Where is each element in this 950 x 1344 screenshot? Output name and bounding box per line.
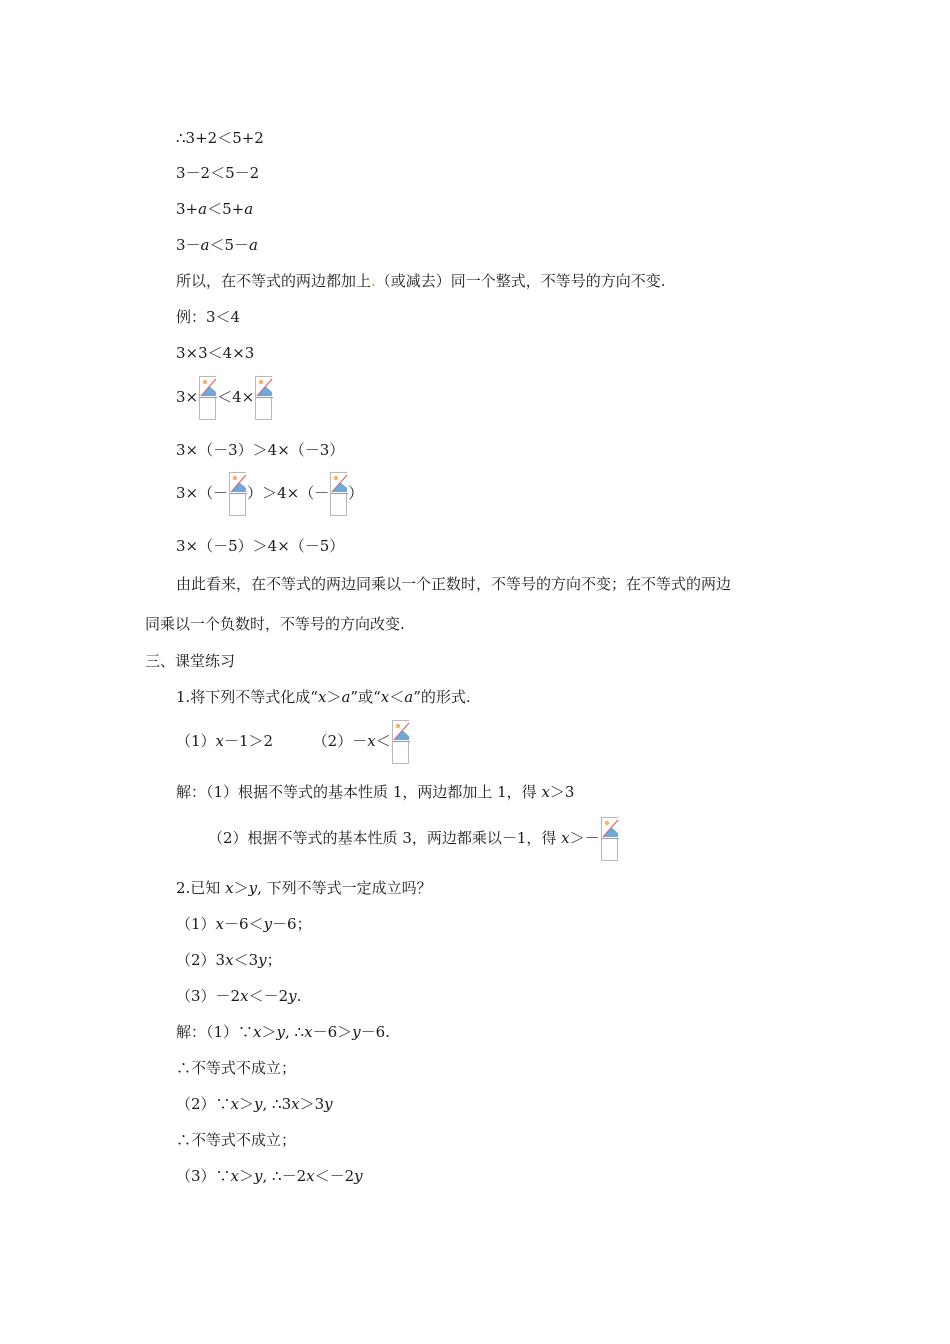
solution-1-part-2: （2）根据不等式的基本性质 3，两边都乘以－1，得 x＞－	[208, 817, 619, 863]
line-times-3: 3×3＜4×3	[176, 344, 255, 362]
fraction-image-placeholder	[229, 472, 246, 516]
answer-2-part-3: （3）∵x＞y, ∴－2x＜－2y	[176, 1167, 363, 1185]
solution-1-part-1: 解：（1）根据不等式的基本性质 1，两边都加上 1，得 x＞3	[176, 783, 575, 801]
answer-2-part-2: （2）∵x＞y, ∴3x＞3y	[176, 1095, 333, 1113]
line-diff: 3－2＜5－2	[176, 164, 260, 182]
line-times-neg-fraction: 3×（－ ）＞4×（－ ）	[176, 472, 363, 518]
fraction-image-placeholder	[601, 817, 618, 861]
line-add-a: 3+a＜5+a	[176, 200, 254, 218]
conclusion-add: 所以，在不等式的两边都加上.（或减去）同一个整式，不等号的方向不变.	[176, 272, 666, 290]
fraction-image-placeholder	[392, 720, 409, 764]
fraction-image-placeholder	[330, 472, 347, 516]
section-heading-practice: 三、课堂练习	[145, 652, 236, 670]
line-times-neg3: 3×（－3）＞4×（－3）	[176, 441, 345, 459]
line-times-neg5: 3×（－5）＞4×（－5）	[176, 537, 345, 555]
question-2-item-1: （1）x－6＜y－6；	[176, 915, 312, 933]
question-2: 2.已知 x＞y, 下列不等式一定成立吗？	[176, 879, 432, 897]
paragraph-conclusion-1: 由此看来，在不等式的两边同乘以一个正数时，不等号的方向不变；在不等式的两边	[176, 575, 732, 593]
fraction-image-placeholder	[255, 376, 272, 420]
line-times-fraction: 3× ＜4×	[176, 376, 273, 422]
answer-2-part-2-conclusion: ∴不等式不成立；	[176, 1131, 297, 1149]
paragraph-conclusion-2: 同乘以一个负数时，不等号的方向改变.	[145, 615, 405, 633]
question-2-item-2: （2）3x＜3y；	[176, 951, 282, 969]
question-1-parts: （1）x－1＞2 （2）－x＜	[176, 720, 410, 766]
line-sum: ∴3+2＜5+2	[176, 129, 264, 147]
answer-2-part-1: 解：（1）∵x＞y, ∴x－6＞y－6.	[176, 1023, 390, 1041]
fraction-image-placeholder	[199, 376, 216, 420]
line-sub-a: 3－a＜5－a	[176, 236, 258, 254]
example-label: 例：3＜4	[176, 308, 241, 326]
answer-2-part-1-conclusion: ∴不等式不成立；	[176, 1059, 297, 1077]
question-1: 1.将下列不等式化成“x＞a”或“x＜a”的形式.	[176, 688, 471, 706]
question-2-item-3: （3）－2x＜－2y.	[176, 987, 302, 1005]
